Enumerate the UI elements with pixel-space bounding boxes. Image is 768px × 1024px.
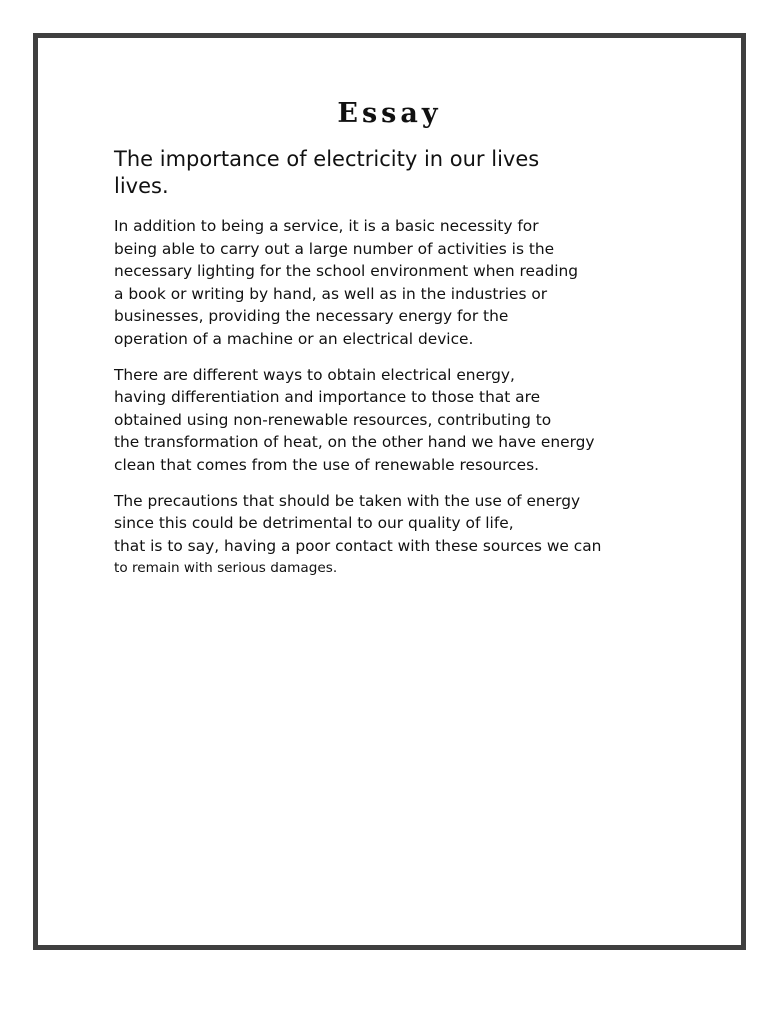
essay-title: Essay bbox=[337, 98, 442, 129]
paragraph-line: the transformation of heat, on the other hand we have energy bbox=[114, 433, 595, 452]
page-border-frame bbox=[33, 33, 746, 950]
paragraph-line: clean that comes from the use of renewable resources. bbox=[114, 455, 539, 474]
paragraph-line: necessary lighting for the school environment when reading bbox=[114, 262, 579, 281]
paragraph-1 bbox=[114, 215, 674, 351]
paragraph-line: having differentiation and importance to those that are bbox=[114, 388, 541, 407]
paragraph-line: There are different ways to obtain electrical energy, bbox=[114, 365, 515, 384]
paragraph-line: businesses, providing the necessary energy for the bbox=[114, 307, 509, 326]
paragraph-2 bbox=[114, 364, 674, 477]
paragraph-3 bbox=[114, 490, 674, 580]
paragraph-line: obtained using non-renewable resources, contributing to bbox=[114, 410, 552, 429]
essay-body bbox=[114, 146, 674, 593]
paragraph-line: operation of a machine or an electrical device. bbox=[114, 329, 474, 348]
paragraph-line: that is to say, having a poor contact with these sources we can bbox=[114, 536, 602, 555]
paragraph-line: In addition to being a service, it is a basic necessity for bbox=[114, 217, 539, 235]
paragraph-line: being able to carry out a large number of activities is the bbox=[114, 239, 555, 258]
paragraph-line: The precautions that should be taken with the use of energy bbox=[114, 491, 581, 510]
paragraph-line: a book or writing by hand, as well as in the industries or bbox=[114, 284, 548, 303]
paragraph-line: to remain with serious damages. bbox=[114, 560, 338, 577]
subtitle-line: The importance of electricity in our lives bbox=[114, 147, 540, 171]
subtitle-line: lives. bbox=[114, 174, 169, 198]
essay-subtitle bbox=[114, 146, 674, 200]
paragraph-line: since this could be detrimental to our quality of life, bbox=[114, 514, 514, 533]
